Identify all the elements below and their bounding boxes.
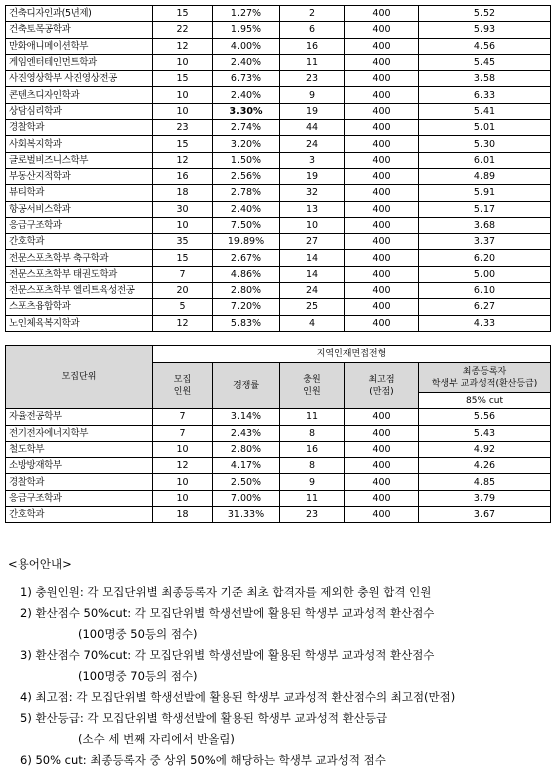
unit-name: 전문스포츠학부 태권도학과 [6,266,153,282]
rate-value: 19.89% [213,234,280,250]
rate-value: 4.17% [213,458,280,474]
max-value: 400 [345,120,419,136]
max-value: 400 [345,425,419,441]
rate-value: 7.20% [213,299,280,315]
table-row [6,6,551,22]
quota-value: 20 [153,283,213,299]
extra-value: 3 [280,152,345,168]
table-row [6,409,551,425]
score-value: 3.68 [419,217,551,233]
score-value: 3.58 [419,71,551,87]
extra-value: 24 [280,136,345,152]
score-value: 5.17 [419,201,551,217]
quota-value: 10 [153,54,213,70]
extra-value: 6 [280,22,345,38]
extra-value: 11 [280,54,345,70]
extra-value: 2 [280,6,345,22]
quota-value: 30 [153,201,213,217]
rate-value: 1.27% [213,6,280,22]
unit-name: 간호학과 [6,234,153,250]
unit-name: 소방방재학부 [6,458,153,474]
score-value: 5.93 [419,22,551,38]
rate-value: 4.86% [213,266,280,282]
unit-name: 상담심리학과 [6,103,153,119]
rate-value: 7.00% [213,490,280,506]
max-value: 400 [345,87,419,103]
table-row [6,266,551,282]
score-value: 5.41 [419,103,551,119]
extra-value: 24 [280,283,345,299]
unit-name: 항공서비스학과 [6,201,153,217]
quota-value: 10 [153,474,213,490]
table-row [6,490,551,506]
quota-value: 7 [153,425,213,441]
table-row [6,71,551,87]
rate-value: 2.78% [213,185,280,201]
table-row [6,299,551,315]
quota-value: 7 [153,409,213,425]
terms-guide-line: 4) 최고점: 각 모집단위별 학생선발에 활용된 학생부 교과성적 환산점수의 최고점(만점) [20,690,456,704]
header-extra: 충원 인원 [280,363,345,409]
max-value: 400 [345,38,419,54]
rate-value: 2.40% [213,54,280,70]
table-row [6,315,551,331]
score-value: 5.01 [419,120,551,136]
max-value: 400 [345,490,419,506]
score-value: 5.00 [419,266,551,282]
extra-value: 14 [280,250,345,266]
header-track-title: 지역인재면접전형 [153,346,551,363]
unit-name: 뷰티학과 [6,185,153,201]
max-value: 400 [345,250,419,266]
max-value: 400 [345,185,419,201]
extra-value: 11 [280,409,345,425]
score-value: 6.20 [419,250,551,266]
quota-value: 10 [153,87,213,103]
extra-value: 16 [280,441,345,457]
score-value: 4.85 [419,474,551,490]
quota-value: 12 [153,458,213,474]
unit-name: 응급구조학과 [6,490,153,506]
score-value: 5.52 [419,6,551,22]
terms-guide-line: 6) 50% cut: 최종등록자 중 상위 50%에 해당하는 학생부 교과성적 점수 [20,753,386,767]
score-value: 5.30 [419,136,551,152]
terms-guide-line: 2) 환산점수 50%cut: 각 모집단위별 학생선발에 활용된 학생부 교과성적 환산점수 [20,606,435,620]
unit-name: 간호학과 [6,507,153,523]
terms-guide-line: (소수 세 번째 자리에서 반올림) [78,732,235,746]
score-value: 5.91 [419,185,551,201]
rate-value: 7.50% [213,217,280,233]
table-row [6,441,551,457]
rate-value: 2.67% [213,250,280,266]
max-value: 400 [345,54,419,70]
max-value: 400 [345,474,419,490]
extra-value: 13 [280,201,345,217]
extra-value: 16 [280,38,345,54]
rate-value: 2.80% [213,441,280,457]
extra-value: 11 [280,490,345,506]
score-value: 6.10 [419,283,551,299]
score-value: 5.45 [419,54,551,70]
table-row [6,185,551,201]
extra-value: 44 [280,120,345,136]
header-score: 최종등록자 학생부 교과성적(환산등급) [419,363,551,393]
unit-name: 부동산지적학과 [6,168,153,184]
extra-value: 23 [280,71,345,87]
quota-value: 23 [153,120,213,136]
table-row [6,22,551,38]
rate-value: 2.40% [213,201,280,217]
quota-value: 10 [153,441,213,457]
table-row [6,250,551,266]
quota-value: 12 [153,38,213,54]
header-max: 최고점 (만점) [345,363,419,409]
quota-value: 7 [153,266,213,282]
table-row [6,136,551,152]
score-value: 6.33 [419,87,551,103]
unit-name: 콘텐츠디자인학과 [6,87,153,103]
quota-value: 15 [153,6,213,22]
max-value: 400 [345,22,419,38]
table-row [6,168,551,184]
table-row [6,54,551,70]
quota-value: 15 [153,250,213,266]
unit-name: 경찰학과 [6,474,153,490]
quota-value: 10 [153,103,213,119]
extra-value: 23 [280,507,345,523]
max-value: 400 [345,283,419,299]
score-value: 4.92 [419,441,551,457]
score-value: 5.43 [419,425,551,441]
max-value: 400 [345,217,419,233]
unit-name: 전문스포츠학부 축구학과 [6,250,153,266]
terms-guide-line: (100명중 70등의 점수) [78,669,198,683]
score-value: 4.26 [419,458,551,474]
rate-value: 31.33% [213,507,280,523]
extra-value: 4 [280,315,345,331]
admissions-table-regional [5,345,551,523]
unit-name: 자율전공학부 [6,409,153,425]
header-cut: 85% cut [419,393,551,409]
unit-name: 경찰학과 [6,120,153,136]
table-row [6,103,551,119]
unit-name: 응급구조학과 [6,217,153,233]
admissions-table-top [5,5,551,332]
unit-name: 건축토목공학과 [6,22,153,38]
max-value: 400 [345,6,419,22]
extra-value: 32 [280,185,345,201]
quota-value: 18 [153,507,213,523]
unit-name: 전기전자에너지학부 [6,425,153,441]
rate-value: 1.95% [213,22,280,38]
quota-value: 12 [153,152,213,168]
rate-value: 2.40% [213,87,280,103]
extra-value: 27 [280,234,345,250]
terms-guide-title: <용어안내> [8,557,72,571]
unit-name: 건축디자인과(5년제) [6,6,153,22]
score-value: 4.33 [419,315,551,331]
quota-value: 10 [153,217,213,233]
table-row [6,474,551,490]
max-value: 400 [345,136,419,152]
score-value: 4.89 [419,168,551,184]
table-row [6,87,551,103]
quota-value: 15 [153,71,213,87]
unit-name: 노인체육복지학과 [6,315,153,331]
score-value: 3.67 [419,507,551,523]
table-row [6,201,551,217]
terms-guide-line: 3) 환산점수 70%cut: 각 모집단위별 학생선발에 활용된 학생부 교과성적 환산점수 [20,648,435,662]
table-row [6,283,551,299]
extra-value: 10 [280,217,345,233]
table-row [6,458,551,474]
quota-value: 35 [153,234,213,250]
max-value: 400 [345,71,419,87]
quota-value: 12 [153,315,213,331]
max-value: 400 [345,299,419,315]
rate-value: 3.20% [213,136,280,152]
quota-value: 16 [153,168,213,184]
rate-value: 2.50% [213,474,280,490]
max-value: 400 [345,441,419,457]
terms-guide-line: 5) 환산등급: 각 모집단위별 학생선발에 활용된 학생부 교과성적 환산등급 [20,711,388,725]
table-row [6,234,551,250]
score-value: 6.01 [419,152,551,168]
unit-name: 스포츠융합학과 [6,299,153,315]
table-row [6,38,551,54]
extra-value: 19 [280,103,345,119]
unit-name: 게임엔터테인먼트학과 [6,54,153,70]
max-value: 400 [345,168,419,184]
extra-value: 9 [280,87,345,103]
unit-name: 사회복지학과 [6,136,153,152]
rate-value: 3.14% [213,409,280,425]
max-value: 400 [345,201,419,217]
quota-value: 18 [153,185,213,201]
unit-name: 만화애니메이션학부 [6,38,153,54]
max-value: 400 [345,507,419,523]
table-row [6,507,551,523]
unit-name: 사진영상학부 사진영상전공 [6,71,153,87]
unit-name: 전문스포츠학부 엘리트육성전공 [6,283,153,299]
terms-guide-line: 1) 충원인원: 각 모집단위별 최종등록자 기준 최초 합격자를 제외한 충원 합격 인원 [20,585,432,599]
max-value: 400 [345,266,419,282]
header-rate: 경쟁률 [213,363,280,409]
table-row [6,217,551,233]
quota-value: 10 [153,490,213,506]
score-value: 3.37 [419,234,551,250]
rate-value: 5.83% [213,315,280,331]
score-value: 5.56 [419,409,551,425]
quota-value: 22 [153,22,213,38]
max-value: 400 [345,458,419,474]
table-row [6,120,551,136]
max-value: 400 [345,234,419,250]
unit-name: 철도학부 [6,441,153,457]
extra-value: 25 [280,299,345,315]
rate-value: 3.30% [213,103,280,119]
extra-value: 8 [280,458,345,474]
rate-value: 2.74% [213,120,280,136]
rate-value: 2.80% [213,283,280,299]
score-value: 4.56 [419,38,551,54]
max-value: 400 [345,103,419,119]
max-value: 400 [345,315,419,331]
max-value: 400 [345,409,419,425]
rate-value: 4.00% [213,38,280,54]
header-unit: 모집단위 [6,346,153,409]
score-value: 3.79 [419,490,551,506]
extra-value: 9 [280,474,345,490]
max-value: 400 [345,152,419,168]
rate-value: 6.73% [213,71,280,87]
quota-value: 15 [153,136,213,152]
header-quota: 모집 인원 [153,363,213,409]
terms-guide [8,556,548,771]
rate-value: 1.50% [213,152,280,168]
rate-value: 2.56% [213,168,280,184]
table-row [6,152,551,168]
extra-value: 8 [280,425,345,441]
rate-value: 2.43% [213,425,280,441]
score-value: 6.27 [419,299,551,315]
extra-value: 19 [280,168,345,184]
extra-value: 14 [280,266,345,282]
terms-guide-line: (100명중 50등의 점수) [78,627,198,641]
quota-value: 5 [153,299,213,315]
unit-name: 글로벌비즈니스학부 [6,152,153,168]
table-row [6,425,551,441]
